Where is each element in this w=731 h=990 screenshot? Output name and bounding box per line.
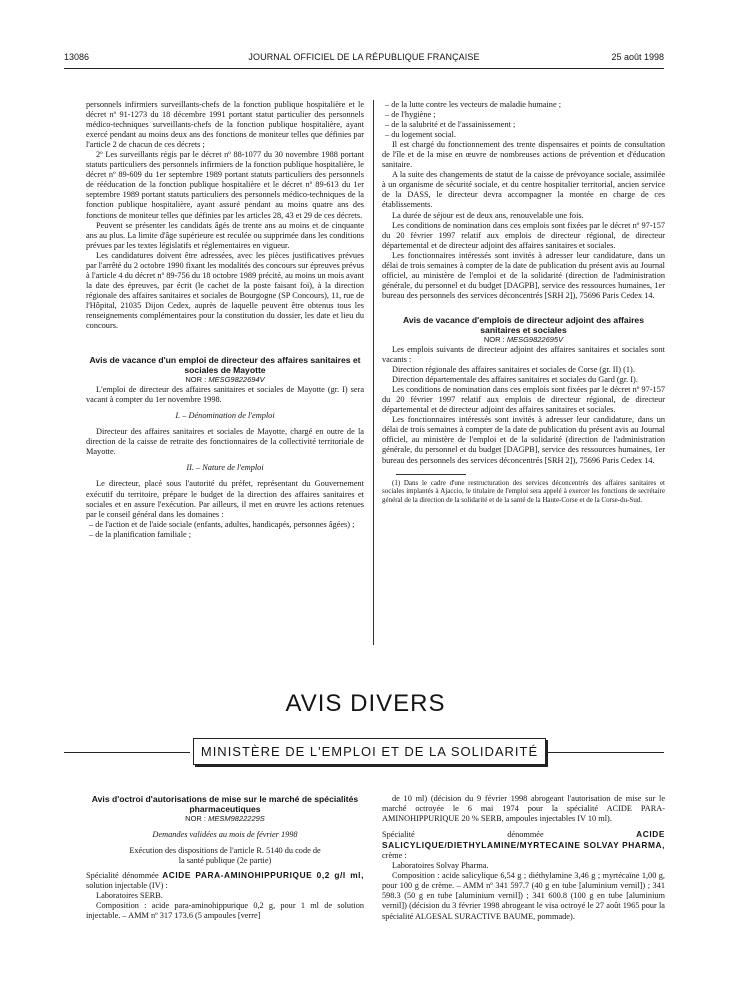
- page-number: 13086: [64, 52, 90, 62]
- paragraph: Directeur des affaires sanitaires et sociales de Mayotte, chargé en outre de la direction de la caisse de retraite des fonctionnaires de la collectivité territoriale de Mayotte.: [86, 427, 364, 457]
- paragraph: L'emploi de directeur des affaires sanitaires et sociales de Mayotte (gr. I) sera vacant à compter du 1er novembre 1998.: [86, 385, 364, 405]
- specialty: Spécialité dénommée ACIDE PARA-AMINOHIPPURIQUE 0,2 g/l ml, solution injectable (IV) :: [86, 870, 364, 891]
- paragraph: Les conditions de nomination dans ces emplois sont fixées par le décret nº 97-157 du 20 février 1997 relatif aux emplois de directeur régional, de directeur départemental et de directeur adjoint des affaires sanitaires et sociales.: [382, 220, 665, 250]
- subheading: I. – Dénomination de l'emploi: [175, 411, 275, 421]
- composition: Composition : acide para-aminohippurique 0,2 g, pour 1 ml de solution injectable. – AMM nº 317 173.6 (5 ampoules [verre]: [86, 901, 364, 921]
- laboratory: Laboratoires Solvay Pharma.: [392, 861, 489, 871]
- paragraph: personnels infirmiers surveillants-chefs de la fonction publique hospitalière et le décret nº 91-1273 du 18 décembre 1991 portant statut particulier des personnels médico-techniques surveillants-chefs de la fonction publique hospitalière, ayant exercé pendant au moins deux ans des fonctions de moniteur telles que définies par l'article 2 de chacun de ces décrets ;: [86, 100, 364, 150]
- column-divider: [373, 100, 374, 645]
- avis-divers-heading: AVIS DIVERS: [285, 690, 446, 717]
- paragraph: de 10 ml) (décision du 9 février 1998 abrogeant l'autorisation de mise sur le marché octroyée le 6 mai 1974 pour la spécialité ACIDE PARA-AMINOHIPPURIQUE 20 % SERB, ampoules injectables IV 10 ml).: [382, 794, 665, 824]
- section-title-amm: Avis d'octroi d'autorisations de mise sur le marché de spécialités pharmaceutiques: [91, 794, 359, 814]
- composition: Composition : acide salicylique 6,54 g ; diéthylamine 3,46 g ; myrtécaïne 1,00 g, pour 100 g de crème. – AMM nº 341 597.7 (40 g en tube [aluminium vernil]) ; 341 598.3 (50 g en tube [aluminium vernil]) ; 341 600.8 (100 g en tube [aluminium vernil]) (décision du 3 février 1998 abrogeant le visa octroyé le 27 août 1965 pour la spécialité ALGESAL SURACTIVE BAUME, pommade).: [382, 871, 665, 921]
- list-item: – de la salubrité et de l'assainissement ;: [385, 120, 516, 130]
- list-item: – du logement social.: [385, 130, 456, 140]
- nor-reference: NOR : MESG9822694V: [185, 375, 265, 385]
- specialty-name: ACIDE SALICYLIQUE/DIETHYLAMINE/MYRTECAINE SOLVAY PHARMA,: [382, 829, 665, 851]
- paragraph: A la suite des changements de statut de la caisse de prévoyance sociale, assimilée à un organisme de sécurité sociale, et du centre hospitalier territorial, ancien service de la DASS, le directeur devra accompagner la montée en charge de ces établissements.: [382, 170, 665, 210]
- footnote-rule: [396, 474, 466, 475]
- subheading: II. – Nature de l'emploi: [186, 463, 264, 473]
- paragraph: Il est chargé du fonctionnement des trente dispensaires et points de consultation de l'île et de la mise en œuvre de nombreuses actions de prévention et d'éducation sanitaire.: [382, 140, 665, 170]
- list-item: – de la planification familiale ;: [89, 529, 192, 539]
- paragraph: Direction régionale des affaires sanitaires et sociales de Corse (gr. II) (1).: [392, 365, 635, 375]
- subheading: Demandes validées au mois de février 1998: [152, 830, 298, 840]
- paragraph: Les conditions de nomination dans ces emplois sont fixées par le décret nº 97-157 du 20 février 1997 relatif aux emplois de directeur régional, de directeur départemental et de directeur adjoint des affaires sanitaires et sociales.: [382, 385, 665, 415]
- publication-date: 25 août 1998: [611, 52, 664, 62]
- paragraph: Le directeur, placé sous l'autorité du préfet, représentant du Gouvernement exécutif du territoire, prépare le budget de la direction des affaires sanitaires et sociales et en assure l'exécution. Par ailleurs, il met en œuvre les actions retenues par le conseil général dans les domaines :: [86, 479, 364, 519]
- bottom-left-column: [86, 794, 364, 921]
- laboratory: Laboratoires SERB.: [96, 891, 163, 901]
- paragraph: Peuvent se présenter les candidats âgés de trente ans au moins et de cinquante ans au plus. La limite d'âge supérieure est reculée ou supprimée dans les conditions prévues par les textes législatifs et réglementaires en vigueur.: [86, 220, 364, 250]
- paragraph: Les emplois suivants de directeur adjoint des affaires sanitaires et sociales sont vacants :: [382, 344, 665, 365]
- nor-reference: NOR : MESG9822695V: [483, 334, 564, 344]
- list-item: – de la lutte contre les vecteurs de maladie humaine ;: [385, 100, 562, 109]
- paragraph: La durée de séjour est de deux ans, renouvelable une fois.: [392, 210, 584, 220]
- paragraph: Les candidatures doivent être adressées, avec les pièces justificatives prévues par l'arrêté du 2 octobre 1990 fixant les modalités des concours sur épreuves prévus à l'article 4 du décret nº 89-756 du 18 octobre 1989 précité, au moins un mois avant la date des épreuves, par écrit (le cachet de la poste faisant foi), à la direction régionale des affaires sanitaires et sociales de Bourgogne (SP Concours), 11, rue de l'Hôpital, 21035 Dijon Cedex, auprès de laquelle peuvent être obtenus tous les renseignements complémentaires pour la constitution du dossier, les date et lieu du concours.: [86, 250, 364, 331]
- paragraph: Les fonctionnaires intéressés sont invités à adresser leur candidature, dans un délai de trois semaines à compter de la date de publication du présent avis au Journal officiel, au ministère de l'emploi et de la solidarité (direction de l'administration générale, du personnel et du budget [DAGPB], service des ressources humaines, 1er bureau des personnels des services déconcentrés [SRH 2]), 75696 Paris Cedex 14.: [382, 415, 665, 465]
- paragraph: 2º Les surveillants régis par le décret nº 88-1077 du 30 novembre 1988 portant statuts particuliers des personnels infirmiers de la fonction publique hospitalière, le décret nº 89-609 du 1er septembre 1989 portant statuts particuliers des personnels de rééducation de la fonction publique hospitalière et le décret nº 89-613 du 1er septembre 1989 portant statuts particuliers des personnels médico-techniques de la fonction publique hospitalière, ayant assuré pendant au moins quatre ans des fonctions de moniteur telles que définies par les articles 28, 43 et 29 de ces décrets.: [86, 150, 364, 220]
- specialty-name: ACIDE PARA-AMINOHIPPURIQUE 0,2 g/l ml,: [162, 870, 364, 881]
- paragraph: Les fonctionnaires intéressés sont invités à adresser leur candidature, dans un délai de trois semaines à compter de la date de publication du présent avis au Journal officiel, au ministère de l'emploi et de la solidarité (direction de l'administration générale, du personnel et du budget [DAGPB], service des ressources humaines, 1er bureau des personnels des services déconcentrés [SRH 2]), 75696 Paris Cedex 14.: [382, 250, 665, 300]
- bottom-right-column: [382, 794, 665, 922]
- paragraph: Direction départementale des affaires sanitaires et sociales du Gard (gr. I).: [392, 375, 638, 385]
- divider-line: [548, 752, 664, 753]
- right-column: [382, 100, 665, 504]
- footnote: (1) Dans le cadre d'une restructuration des services déconcentrés des affaires sanitaires et sociales implantés à Ajaccio, le titulaire de l'emploi sera appelé à exercer les fonctions de secrétaire général de la direction de la solidarité et de la santé de la Haute-Corse et de la Corse-du-Sud.: [382, 478, 665, 504]
- section-title-mayotte: Avis de vacance d'un emploi de directeur des affaires sanitaires et sociales de Mayotte: [89, 355, 361, 376]
- specialty: Spécialité dénommée ACIDE SALICYLIQUE/DIETHYLAMINE/MYRTECAINE SOLVAY PHARMA, crème :: [382, 829, 665, 861]
- header-rule: [64, 68, 664, 69]
- page-header: [64, 50, 664, 66]
- section-title-adjoint: Avis de vacance d'emplois de directeur adjoint des affaires sanitaires et sociales: [402, 314, 644, 335]
- nor-reference: NOR : MESM9822229S: [185, 814, 265, 823]
- divider-line: [64, 752, 190, 753]
- journal-title: JOURNAL OFFICIEL DE LA RÉPUBLIQUE FRANÇAISE: [248, 52, 480, 62]
- paragraph: Exécution des dispositions de l'article R. 5140 du code de la santé publique (2e partie): [129, 846, 321, 866]
- ministry-banner: MINISTÈRE DE L'EMPLOI ET DE LA SOLIDARITÉ: [193, 738, 546, 765]
- left-column: [86, 100, 364, 540]
- list-item: – de l'hygiène ;: [385, 110, 436, 120]
- list-item: – de l'action et de l'aide sociale (enfants, adultes, handicapés, personnes âgées) ;: [89, 519, 355, 529]
